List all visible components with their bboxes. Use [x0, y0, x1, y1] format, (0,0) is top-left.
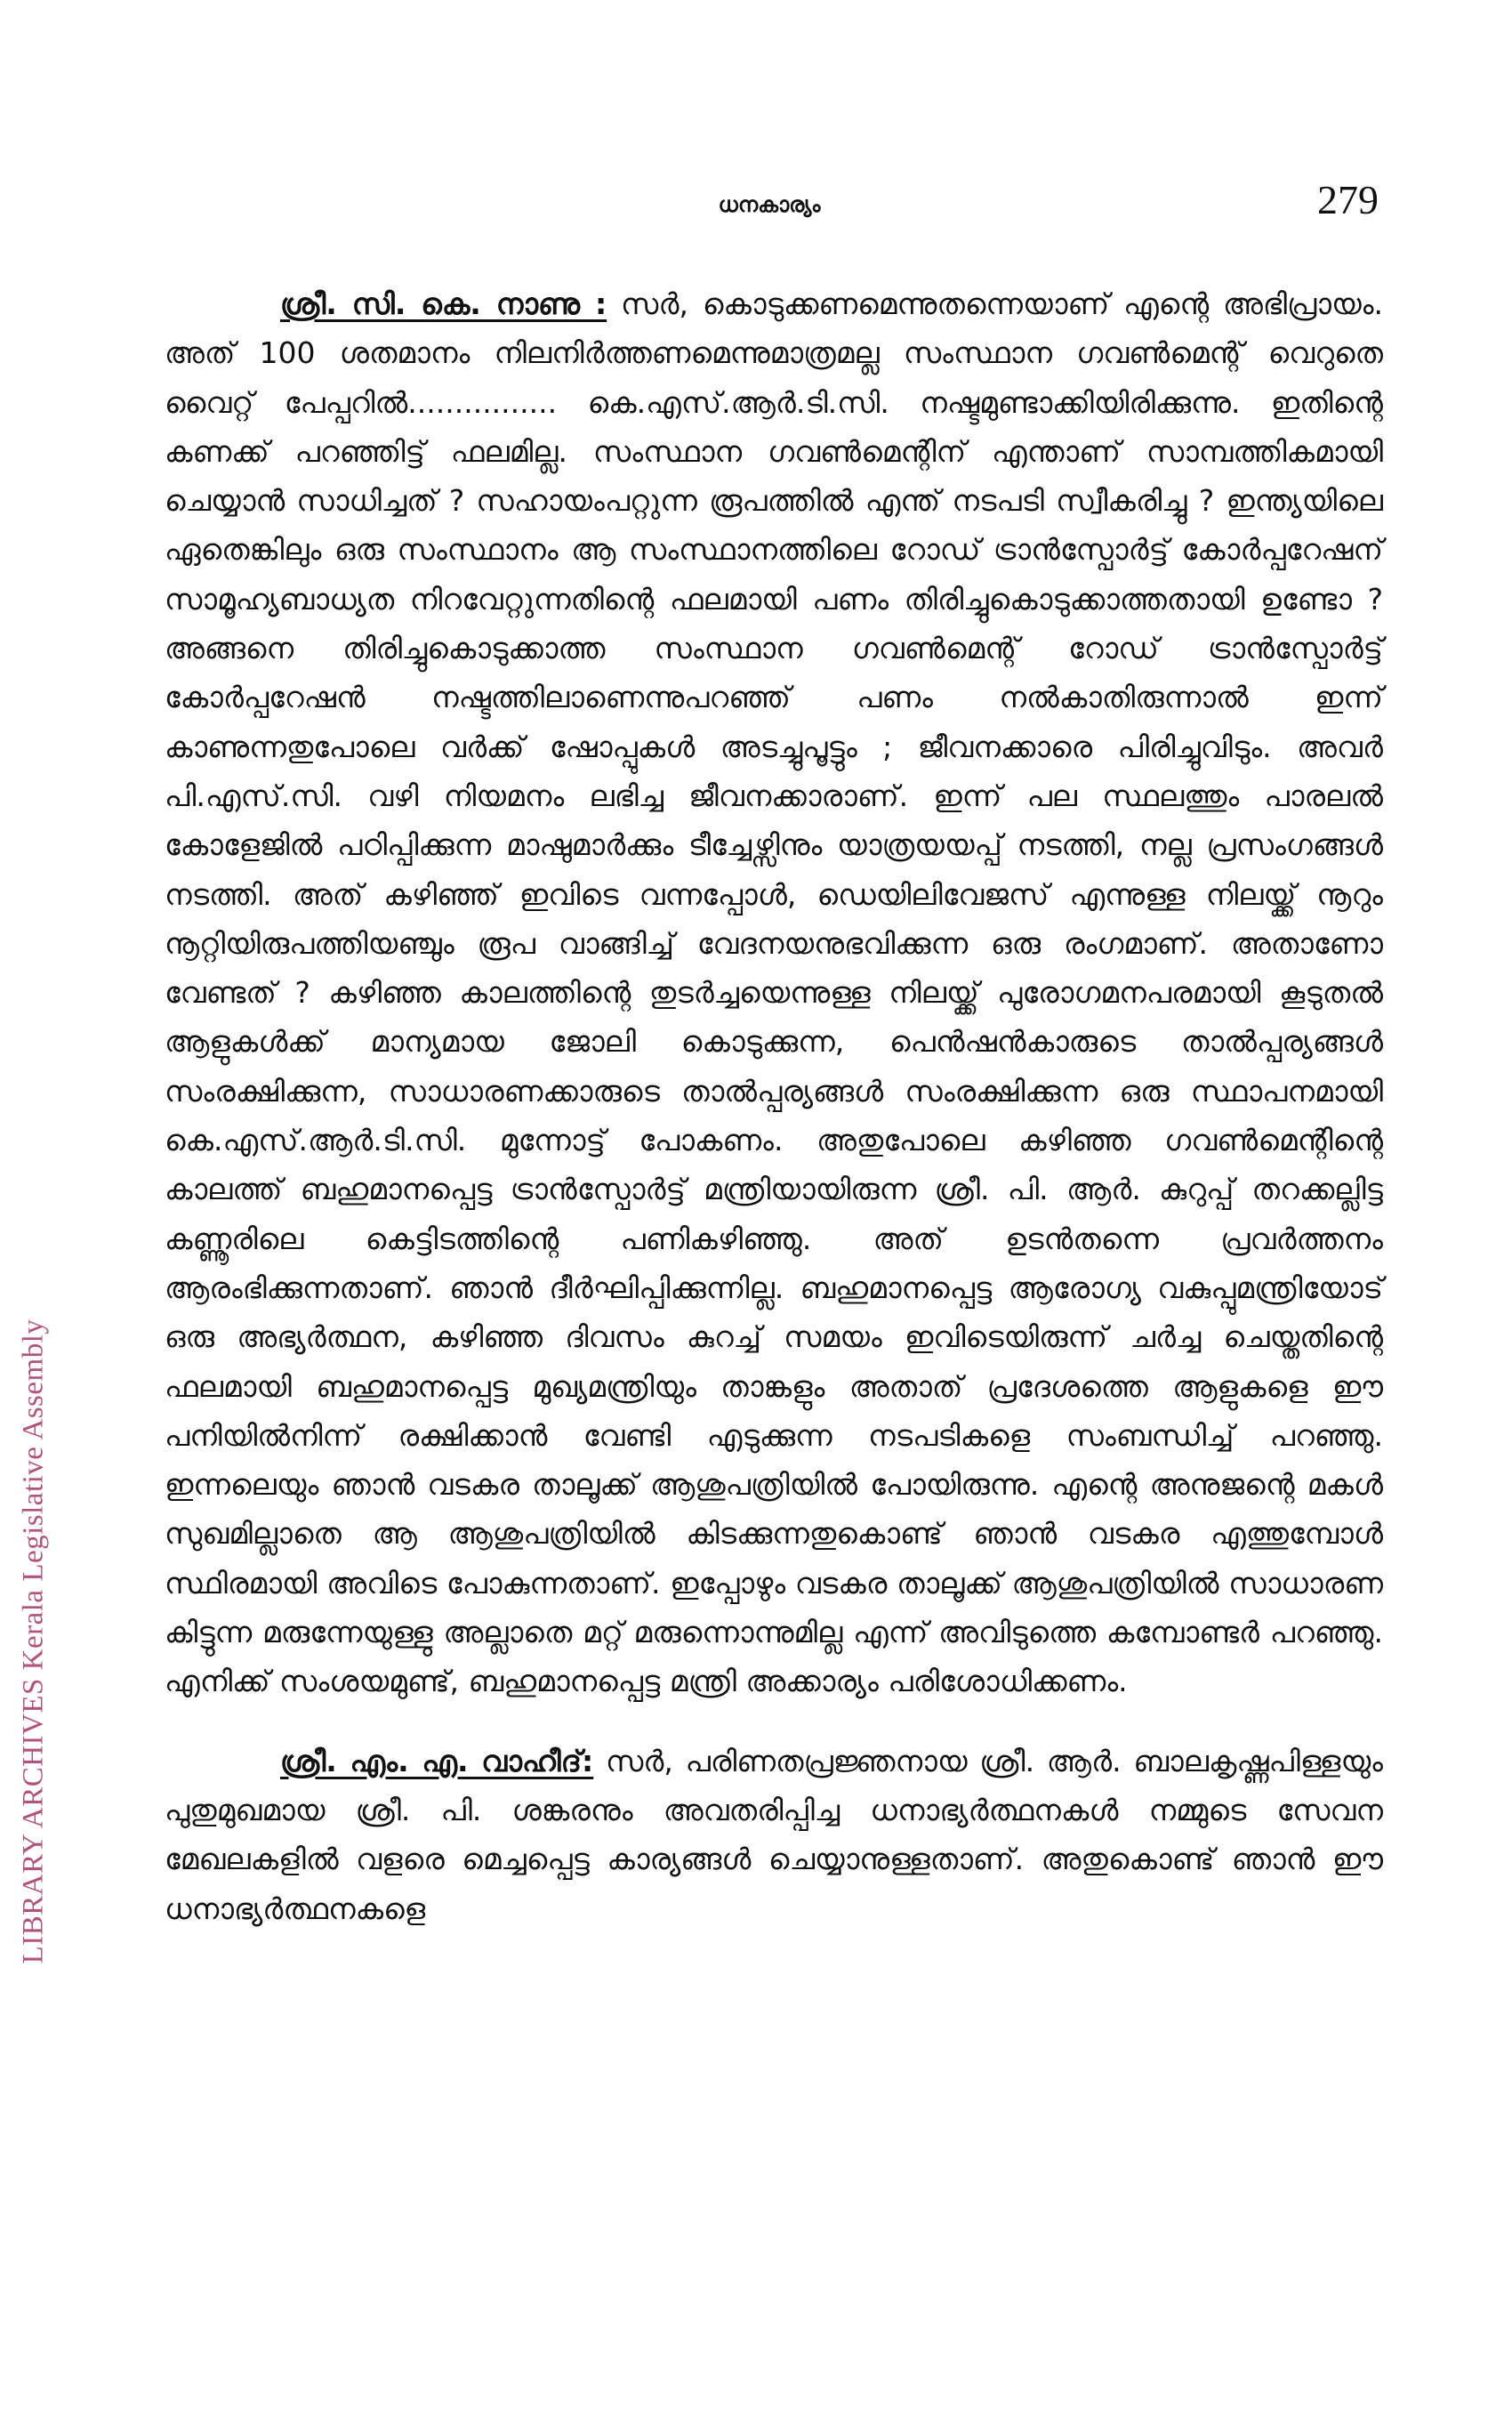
speech-paragraph — [165, 1737, 1383, 1933]
section-title: ധനകാര്യം — [718, 192, 821, 217]
page-body — [165, 279, 1383, 1933]
watermark-text: LIBRARY ARCHIVES Kerala Legislative Assembly — [17, 1318, 50, 1964]
speech-text: സർ, പരിണതപ്രജ്ഞനായ ശ്രീ. ആർ. ബാലകൃഷ്ണപിള്ളയും പുതുമുഖമായ ശ്രീ. പി. ശങ്കരനും അവതരിപ്പിച്ച ധനാഭ്യർത്ഥനകൾ നമ്മുടെ സേവന മേഖലകളിൽ വളരെ മെച്ചപ്പെട്ട കാര്യങ്ങൾ ചെയ്യാനുള്ളതാണ്. അതുകൊണ്ട് ഞാൻ ഈ ധനാഭ്യർത്ഥനകളെ — [165, 1743, 1383, 1926]
speaker-name: ശ്രീ. എം. എ. വാഹീദ്: — [280, 1743, 594, 1778]
speaker-name: ശ്രീ. സി. കെ. നാണു : — [280, 286, 607, 321]
speech-paragraph — [165, 279, 1383, 1706]
page-number: 279 — [1317, 177, 1379, 222]
running-header — [160, 176, 1379, 247]
speech-text: സർ, കൊടുക്കണമെന്നുതന്നെയാണ് എന്റെ അഭിപ്രായം. അത് 100 ശതമാനം നിലനിർത്തണമെന്നുമാത്രമല്ല സംസ്ഥാന ഗവൺമെന്റ് വെറുതെ വൈറ്റ് പേപ്പറിൽ................ കെ.എസ്.ആർ.ടി.സി. നഷ്ടമുണ്ടാക്കിയിരിക്കുന്നു. ഇതിന്റെ കണക്ക് പറഞ്ഞിട്ട് ഫലമില്ല. സംസ്ഥാന ഗവൺമെന്റിന് എന്താണ് സാമ്പത്തികമായി ചെയ്യാൻ സാധിച്ചത് ? സഹായംപറ്റുന്ന രൂപത്തിൽ എന്ത് നടപടി സ്വീകരിച്ചു ? ഇന്ത്യയിലെ ഏതെങ്കിലും ഒരു സംസ്ഥാനം ആ സംസ്ഥാനത്തിലെ റോഡ് ട്രാൻസ്പോർട്ട് കോർപ്പറേഷന് സാമൂഹ്യബാധ്യത നിറവേറ്റുന്നതിന്റെ ഫലമായി പണം തിരിച്ചുകൊടുക്കാത്തതായി ഉണ്ടോ ? അങ്ങനെ തിരിച്ചുകൊടുക്കാത്ത സംസ്ഥാന ഗവൺമെന്റ് റോഡ് ട്രാൻസ്പോർട്ട് കോർപ്പറേഷൻ നഷ്ടത്തിലാണെന്നുപറഞ്ഞ് പണം നൽകാതിരുന്നാൽ ഇന്ന് കാണുന്നതുപോലെ വർക്ക് ഷോപ്പുകൾ അടച്ചുപൂട്ടും ; ജീവനക്കാരെ പിരിച്ചുവിടും. അവർ പി.എസ്.സി. വഴി നിയമനം ലഭിച്ച ജീവനക്കാരാണ്. ഇന്ന് പല സ്ഥലത്തും പാരലൽ കോളേജിൽ പഠിപ്പിക്കുന്ന മാഷുമാർക്കും ടീച്ചേഴ്സിനും യാത്രയയപ്പ് നടത്തി, നല്ല പ്രസംഗങ്ങൾ നടത്തി. അത് കഴിഞ്ഞ് ഇവിടെ വന്നപ്പോൾ, ഡെയിലിവേജസ് എന്നുള്ള നിലയ്ക്ക് നൂറും നൂറ്റിയിരുപത്തിയഞ്ചും രൂപ വാങ്ങിച്ച് വേദനയനുഭവിക്കുന്ന ഒരു രംഗമാണ്. അതാണോ വേണ്ടത് ? കഴിഞ്ഞ കാലത്തിന്റെ തുടർച്ചയെന്നുള്ള നിലയ്ക്ക് പുരോഗമനപരമായി കൂടുതൽ ആളുകൾക്ക് മാന്യമായ ജോലി കൊടുക്കുന്ന, പെൻഷൻകാരുടെ താൽപ്പര്യങ്ങൾ സംരക്ഷിക്കുന്ന, സാധാരണക്കാരുടെ താൽപ്പര്യങ്ങൾ സംരക്ഷിക്കുന്ന ഒരു സ്ഥാപനമായി കെ.എസ്.ആർ.ടി.സി. മുന്നോട്ട് പോകണം. അതുപോലെ കഴിഞ്ഞ ഗവൺമെന്റിന്റെ കാലത്ത് ബഹുമാനപ്പെട്ട ട്രാൻസ്പോർട്ട് മന്ത്രിയായിരുന്ന ശ്രീ. പി. ആർ. കുറുപ്പ് തറക്കല്ലിട്ട കണ്ണൂരിലെ കെട്ടിടത്തിന്റെ പണികഴിഞ്ഞു. അത് ഉടൻതന്നെ പ്രവർത്തനം ആരംഭിക്കുന്നതാണ്. ഞാൻ ദീർഘിപ്പിക്കുന്നില്ല. ബഹുമാനപ്പെട്ട ആരോഗ്യ വകുപ്പുമന്ത്രിയോട് ഒരു അഭ്യർത്ഥന, കഴിഞ്ഞ ദിവസം കുറച്ച് സമയം ഇവിടെയിരുന്ന് ചർച്ച ചെയ്തതിന്റെ ഫലമായി ബഹുമാനപ്പെട്ട മുഖ്യമന്ത്രിയും താങ്കളും അതാത് പ്രദേശത്തെ ആളുകളെ ഈ പനിയിൽനിന്ന് രക്ഷിക്കാൻ വേണ്ടി എടുക്കുന്ന നടപടികളെ സംബന്ധിച്ച് പറഞ്ഞു. ഇന്നലെയും ഞാൻ വടകര താലൂക്ക് ആശുപത്രിയിൽ പോയിരുന്നു. എന്റെ അനുജന്റെ മകൾ സുഖമില്ലാതെ ആ ആശുപത്രിയിൽ കിടക്കുന്നതുകൊണ്ട് ഞാൻ വടകര എത്തുമ്പോൾ സ്ഥിരമായി അവിടെ പോകുന്നതാണ്. ഇപ്പോഴും വടകര താലൂക്ക് ആശുപത്രിയിൽ സാധാരണ കിട്ടുന്ന മരുന്നേയുള്ളു അല്ലാതെ മറ്റ് മരുന്നൊന്നുമില്ല എന്ന് അവിടുത്തെ കമ്പോണ്ടർ പറഞ്ഞു. എനിക്ക് സംശയമുണ്ട്, ബഹുമാനപ്പെട്ട മന്ത്രി അക്കാര്യം പരിശോധിക്കണം. — [165, 286, 1383, 1699]
